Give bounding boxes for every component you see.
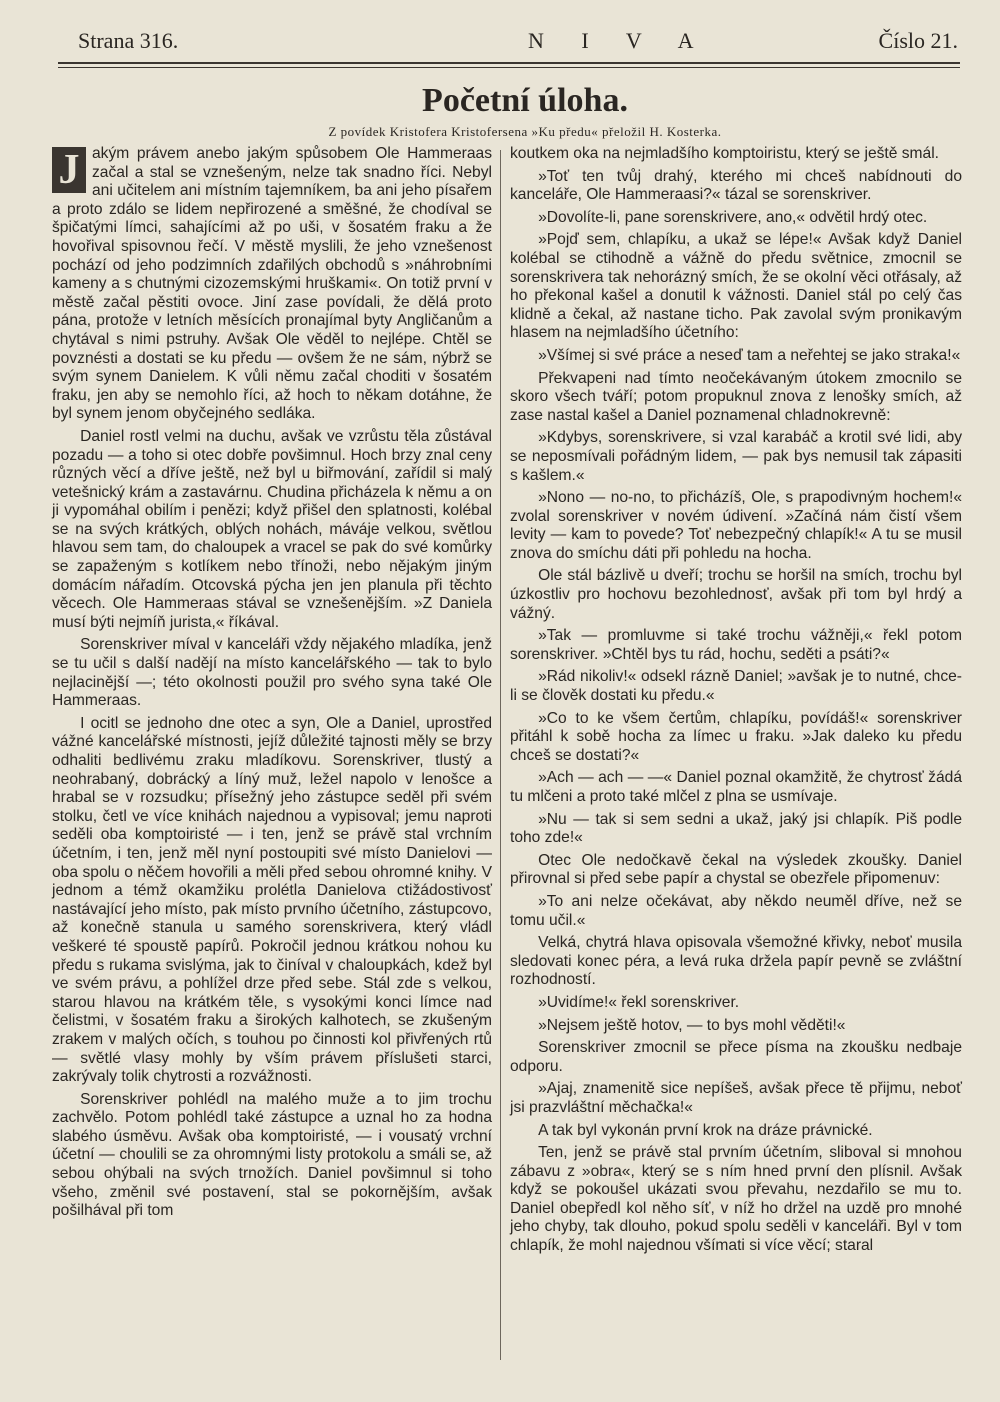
paragraph: I ocitl se jednoho dne otec a syn, Ole a Daniel, uprostřed vážné kancelářské místnosti, jejíž důležité tajnosti měly se brzy odhaliti bedlivému zraku mladíkovu. Sorenskriver, tlustý a neohrabaný, dobrácký a líný muž, ležel napolo v lenošce a hrabal se v rozsudku; přísežný jeho zástupce seděl při svém stolku, četl ve více knihách najednou a vypisoval; jemu naproti seděli oba komptoiristé — i ten, jenž se právě stal vrchním účetním, i ten, jenž měl nyní postoupiti své místo Danielovi — oba spolu o něčem hovořili a měli před sebou ohromné knihy. V jednom a témž okamžiku prolétla Danielova ctižádostivosť nastávající jeho místo, pak místo prvního účetního, zástupcovo, až konečně stanula u samého sorenskrivera, který vládl veškeré té spoustě papírů. Pokročil jednou krátkou nohou ku předu s rukama svislýma, jak to činíval v chaloupkách, kdež byl ve svém právu, a pohlížel drze před sebe. Stál zde s velkou, starou hlavou na krátkém těle, s vysokými konci límce nad čelistmi, v šosatém fraku a širokých kalhotech, se zkušeným zrakem v malých očích, s touhou po činnosti kol přivřených rtů — světlé vlasy mohly by vším právem příslušeti starci, zakrývaly tolik chytrosti a rozvážnosti. (52, 714, 492, 1086)
issue-number: Číslo 21. (878, 28, 958, 53)
paragraph: »Co to ke všem čertům, chlapíku, povídáš!« sorenskriver přitáhl k sobě hocha za límec u fraku. »Jak daleko ku předu chceš se dostati?« (510, 709, 962, 764)
paragraph: »Pojď sem, chlapíku, a ukaž se lépe!« Avšak když Daniel kolébal se ctihodně a vážně do předu světnice, zmocnil se sorenskrivera tak nehorázný smích, že se okolní věci otřásaly, až ho překonal kašel a donutil k vážnosti. Daniel stál po celý čas klidně a čekal, až nastane ticho. Pak zavolal svým pronikavým hlasem na nejmladšího účetního: (510, 231, 962, 342)
page-number: Strana 316. (78, 28, 179, 53)
article-title: Početní úloha. (422, 82, 628, 119)
article-subtitle: Z povídek Kristofera Kristofersena »Ku předu« přeložil H. Kosterka. (328, 124, 722, 139)
paragraph: »Uvidíme!« řekl sorenskriver. (538, 993, 740, 1011)
paragraph: Sorenskriver zmocnil se přece písma na zkoušku nedbaje odporu. (510, 1039, 962, 1075)
paragraph: Sorenskriver pohlédl na malého muže a to jim trochu zachvělo. Potom pohlédl také zástupce a uznal ho za hodna slabého úsměvu. Avšak oba komptoiristé, — i vousatý vrchní účetní — choulili se za ohromnými listy protokolu a smáli se, až sebou ohýbali na svých trnožích. Daniel povšimnul si toho všeho, změnil své postavení, stal se pokornějším, avšak pošilhával při tom (52, 1090, 492, 1220)
magazine-name: N I V A (528, 28, 710, 53)
paragraph: Daniel rostl velmi na duchu, avšak ve vzrůstu těla zůstával pozadu — a toho si otec dobře povšimnul. Hoch brzy znal ceny různých věcí a dříve ještě, než byl u biřmování, zařídil si malý vetešnický krám a zastavárnu. Chudina přicházela k němu a on ji vypomáhal obilím i penězi; když přišel den splatnosti, kolébal se na svých krátkých, oblých nohách, máváje velkou, světlou hlavou sem tam, do chaloupek a vracel se pak do své komůrky se zapaženým s kotlíkem nebo třínoži, nebo nějakým jiným domácím nářadím. Otcovská pýcha jen jen planula při těchto věcech. Ole Hammeraas stával se vznešenějším. »Z Daniela musí býti nejmíň jurista,« říkával. (52, 427, 492, 631)
drop-cap: J (52, 147, 86, 193)
left-column (52, 145, 492, 1225)
paragraph: »Nono — no-no, to přicházíš, Ole, s prapodivným hochem!« zvolal sorenskriver v novém údivení. »Začíná nám čistí všem levity — kam to povede? Toť nebezpečný chlapík!« A tu se musil znova do smíchu dáti při pohledu na hocha. (510, 489, 962, 562)
paragraph: Otec Ole nedočkavě čekal na výsledek zkoušky. Daniel přirovnal si před sebe papír a chystal se obezřele připomenuv: (510, 851, 962, 888)
header-rule-thin (58, 67, 960, 68)
paragraph: »Ach — ach — —« Daniel poznal okamžitě, že chytrosť žádá tu mlčeni a proto také mlčel z plna se usmívaje. (510, 769, 962, 805)
paragraph: »Nu — tak si sem sedni a ukaž, jaký jsi chlapík. Piš podle toho zde!« (510, 810, 962, 847)
paragraph: Ole stál bázlivě u dveří; trochu se horšil na smích, trochu byl úzkostliv pro hochovu bezohlednosť, avšak při tom byl hrdý a vážný. (510, 567, 962, 622)
paragraph: koutkem oka na nejmladšího komptoiristu, který se ještě smál. (510, 145, 940, 162)
header-rule-thick (58, 62, 960, 64)
paragraph: Velká, chytrá hlava opisovala všemožné křivky, neboť musila sledovati konec péra, a levá ruka držela papír pevně se zvláštní rozhodností. (510, 934, 962, 989)
paragraph: »Ajaj, znamenitě sice nepíšeš, avšak přece tě přijmu, neboť jsi prazvláštní měchačka!« (510, 1080, 962, 1116)
paragraph: Ten, jenž se právě stal prvním účetním, sliboval si mnohou zábavu z »obra«, který se s ním hned první den plísnil. Avšak když se pokoušel ukázati svou převahu, nezdařilo se mu to. Daniel obepředl kol něho síť, v níž ho držel na uzdě pro mnohé jeho chyby, tak dlouho, pokud spolu seděli v kanceláři. Byl v tom chlapík, že mohl najednou všímati si více věcí; staral (510, 1144, 962, 1255)
paragraph: A tak byl vykonán první krok na dráze právnické. (538, 1121, 873, 1139)
paragraph: »Nejsem ještě hotov, — to bys mohl věděti!« (538, 1016, 846, 1034)
paragraph: Překvapeni nad tímto neočekávaným útokem zmocnilo se skoro všech tváří; potom propuknul znova z lenošky smích, až zase nastal kašel a Daniel poznamenal chladnokrevně: (510, 369, 962, 424)
paragraph: »Tak — promluvme si také trochu vážněji,« řekl potom sorenskriver. »Chtěl bys tu rád, hochu, seděti a psáti?« (510, 627, 962, 663)
paragraph: Sorenskriver míval v kanceláři vždy nějakého mladíka, jenž se tu učil s další nadějí na místo kancelářského — tak to bylo nejlacinější —; této okolnosti použil pro svého syna také Ole Hammeraas. (52, 636, 492, 710)
paragraph: J akým právem anebo jakým spůsobem Ole Hammeraas začal a stal se vznešeným, nelze tak snadno říci. Nebyl ani učitelem ani místním tajemníkem, ba ani jeho písařem a proto zdálo se lidem nepřirozené a směšné, že chodíval se špičatými límci, sahajícími až po uši, v šosatém fraku a že hovořival spisovnou řečí. V městě myslili, že jeho vznešenost pochází od jeho podzimních zdařilých obchodů s »náhrobními kameny a s chutnými cizozemskými hruškami«. On totiž první v městě začal pěstiti ovoce. Jiní zase povídali, že dělá proto pána, protože v letních měsících pronajímal byty Angličanům a chytával s nimi pstruhy. Avšak Ole věděl to nejlépe. Chtěl se povznésti a dostati se ku předu — ovšem že ne sám, nýbrž se svým synem Danielem. K vůli němu začal choditi v šosatém fraku, jen aby se nemohlo říci, až hoch to někam dotáhne, že byl synem jenom obyčejného sedláka. (52, 145, 492, 423)
paragraph: »Kdybys, sorenskrivere, si vzal karabáč a krotil své lidi, aby se neposmívali pořádným lidem, — pak bys nemusil tak zápasiti s kašlem.« (510, 429, 962, 484)
paragraph: »Toť ten tvůj drahý, kterého mi chceš nabídnouti do kanceláře, Ole Hammeraasi?« tázal se sorenskriver. (510, 167, 962, 204)
column-divider (500, 150, 501, 1360)
paragraph: »Rád nikoliv!« odsekl rázně Daniel; »avšak je to nutné, chce-li se člověk dostati ku předu.« (510, 668, 962, 705)
paragraph: »To ani nelze očekávat, aby někdo neuměl dříve, než se tomu učil.« (510, 892, 962, 929)
page-header (78, 28, 958, 58)
right-column (510, 145, 962, 1260)
paragraph: »Všímej si své práce a neseď tam a neřehtej se jako straka!« (538, 346, 961, 364)
paragraph: »Dovolíte-li, pane sorenskrivere, ano,« odvětil hrdý otec. (538, 208, 928, 226)
